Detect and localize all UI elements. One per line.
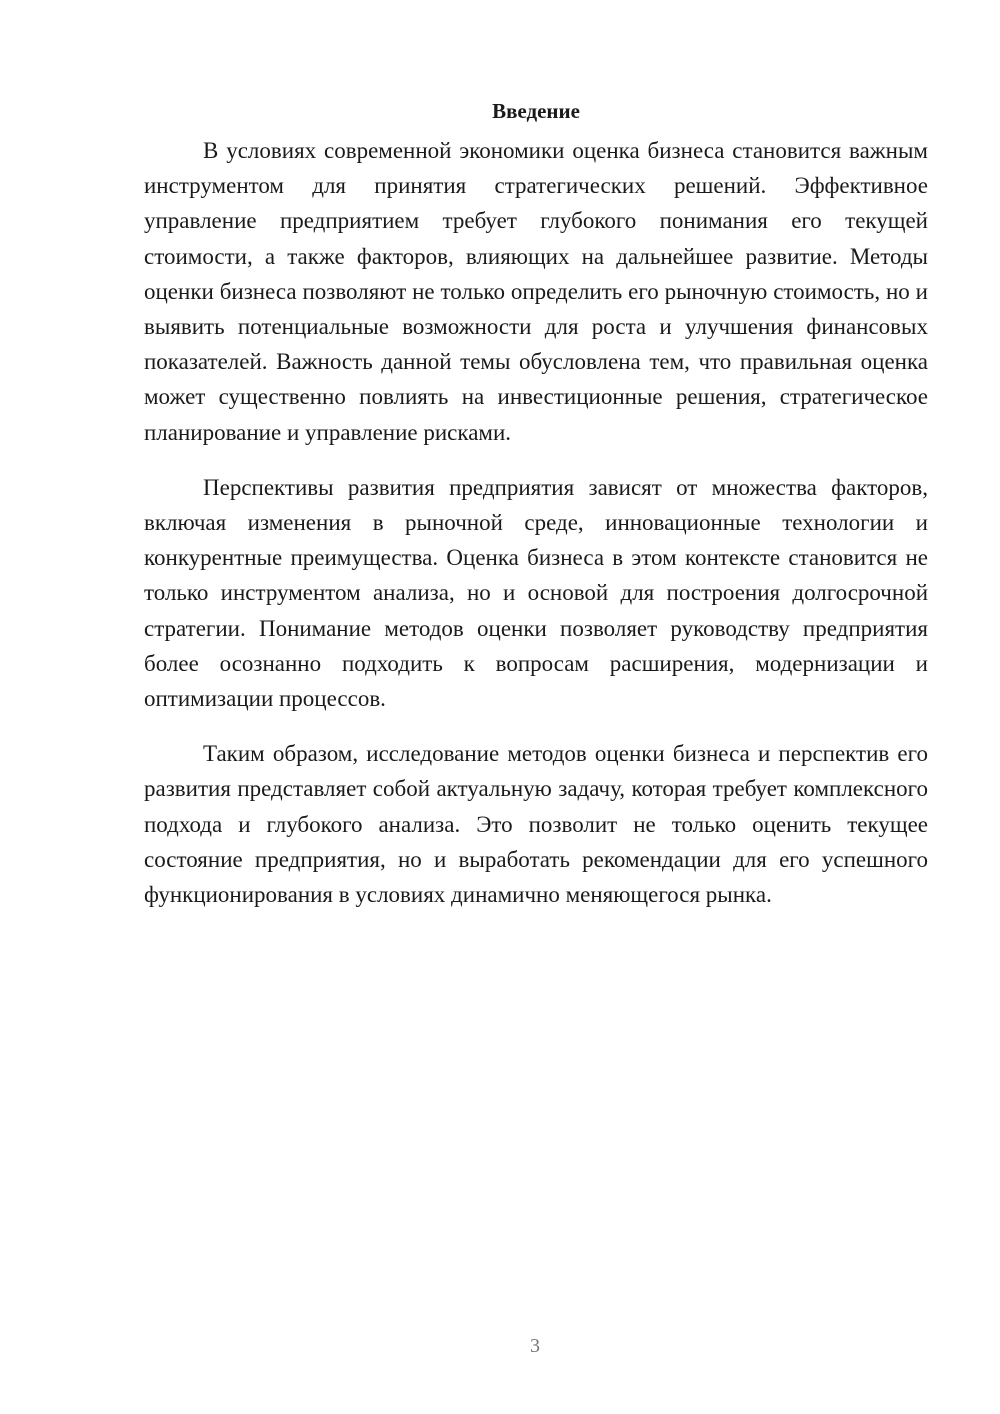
paragraph-2: Перспективы развития предприятия зависят от множества факторов, включая изменения в рыночной среде, инновационные технологии и конкурентные преимущества. Оценка бизнеса в этом контексте становится не только инструментом анализа, но и основой для построения долгосрочной стратегии. Понимание методов оценки позволяет руководству предприятия более осознанно подходить к вопросам расширения, модернизации и оптимизации процессов. — [144, 474, 928, 712]
page-content — [144, 97, 928, 932]
paragraph-1: В условиях современной экономики оценка бизнеса становится важным инструментом для принятия стратегических решений. Эффективное управление предприятием требует глубокого понимания его текущей стоимости, а также факторов, влияющих на дальнейшее развитие. Методы оценки бизнеса позволяют не только определить его рыночную стоимость, но и выявить потенциальные возможности для роста и улучшения финансовых показателей. Важность данной темы обусловлена тем, что правильная оценка может существенно повлиять на инвестиционные решения, стратегическое планирование и управление рисками. — [144, 138, 928, 445]
paragraph-3: Таким образом, исследование методов оценки бизнеса и перспектив его развития представляет собой актуальную задачу, которая требует комплексного подхода и глубокого анализа. Это позволит не только оценить текущее состояние предприятия, но и выработать рекомендации для его успешного функционирования в условиях динамично меняющегося рынка. — [144, 741, 928, 908]
section-heading: Введение — [492, 99, 580, 123]
page-number: 3 — [530, 1335, 540, 1357]
